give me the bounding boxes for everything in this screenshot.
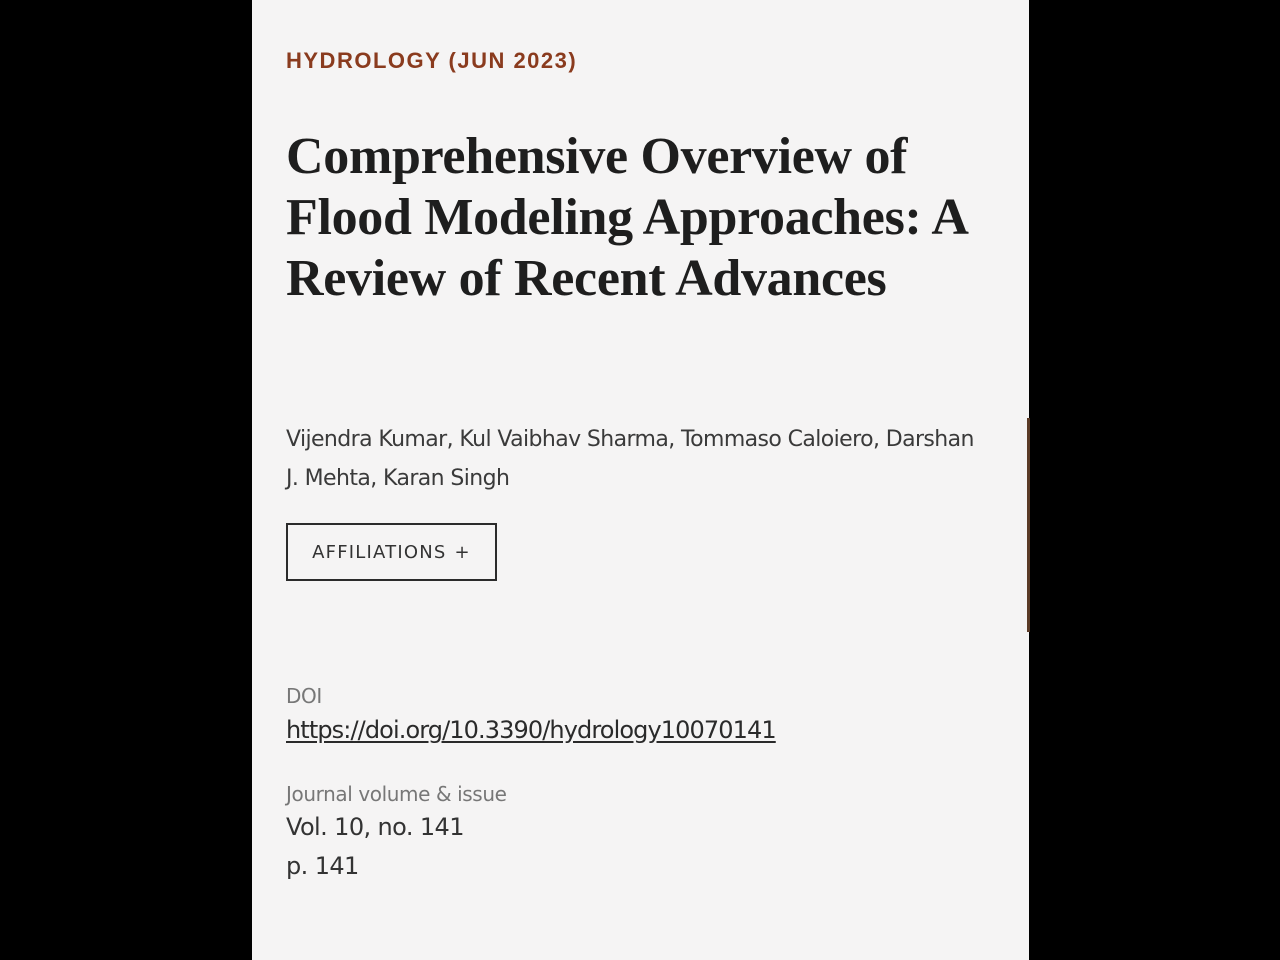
doi-label: DOI bbox=[286, 684, 322, 708]
affiliations-button[interactable] bbox=[286, 523, 497, 581]
doi-link[interactable]: https://doi.org/10.3390/hydrology10070141 bbox=[286, 716, 776, 744]
affiliations-button-label: AFFILIATIONS bbox=[312, 541, 447, 563]
volume-value: Vol. 10, no. 141 bbox=[286, 813, 464, 841]
plus-icon: + bbox=[454, 541, 471, 563]
journal-label[interactable]: HYDROLOGY (JUN 2023) bbox=[286, 48, 578, 73]
article-page bbox=[252, 0, 1029, 960]
article-title: Comprehensive Overview of Flood Modeling Approaches: A Review of Recent Advances bbox=[286, 128, 966, 307]
page-value: p. 141 bbox=[286, 852, 359, 880]
page-edge-divider bbox=[1027, 418, 1030, 632]
volume-issue-label: Journal volume & issue bbox=[286, 782, 507, 806]
author-list: Vijendra Kumar, Kul Vaibhav Sharma, Tommaso Caloiero, Darshan J. Mehta, Karan Singh bbox=[286, 427, 974, 491]
